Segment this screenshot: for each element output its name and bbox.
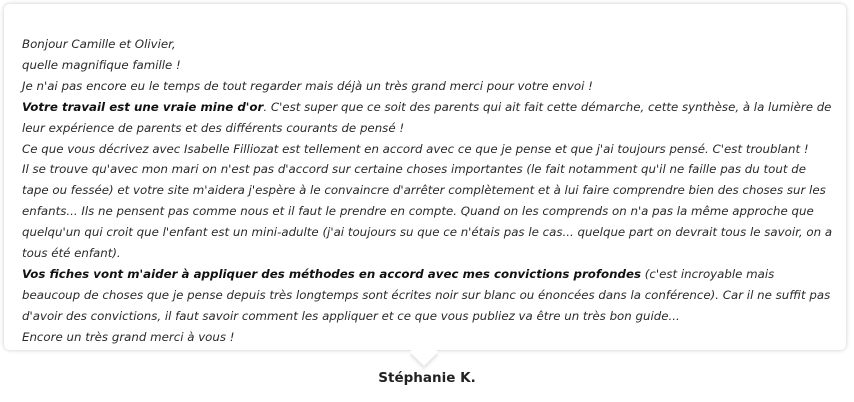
testimonial-paragraph	[22, 97, 834, 139]
testimonial-paragraph: Il se trouve qu'avec mon mari on n'est pas d'accord sur certaine choses importantes (le fait notamment qu'il ne faille pas du tout de tape ou fessée) et votre site m'aidera j'espère à le convaincre d'arrêter complètement et à lui faire comprendre bien des choses sur les enfants... Ils ne pensent pas comme nous et il faut le prendre en compte. Quand on les comprends on n'a pas la même approche que quelqu'un qui croit que l'enfant est un mini-adulte (j'ai toujours su que ce n'étais pas le cas... quelque part on devrait tous le savoir, on a tous été enfant).	[22, 162, 833, 261]
highlight-text: Votre travail est une vraie mine d'or	[22, 99, 264, 114]
testimonial-paragraph: Ce que vous décrivez avec Isabelle Filliozat est tellement en accord avec ce que je pense et que j'ai toujours pensé. C'est troublant !	[22, 141, 809, 156]
paragraph-text: . C'est super que ce soit des parents qui ait fait cette démarche, cette synthèse, à la lumière de leur expérience de parents et des différents courants de pensé !	[22, 99, 832, 135]
testimonial-paragraph	[22, 264, 834, 327]
highlight-text: Vos fiches vont m'aider à appliquer des méthodes en accord avec mes convictions profondes	[22, 266, 641, 281]
author-name: Stéphanie K.	[378, 370, 476, 386]
testimonial-line: quelle magnifique famille !	[22, 57, 181, 72]
paragraph-text: (c'est incroyable mais beaucoup de choses que je pense depuis très longtemps sont écrites noir sur blanc ou énoncées dans la conférence). Car il ne suffit pas d'avoir des convictions, il faut savoir comment les appliquer et ce que vous publiez va être un très bon guide...	[22, 266, 831, 323]
closing-line: Encore un très grand merci à vous !	[22, 329, 235, 344]
testimonial-line: Je n'ai pas encore eu le temps de tout regarder mais déjà un très grand merci pour votre envoi !	[22, 78, 593, 93]
testimonial-text	[22, 34, 834, 348]
greeting: Bonjour Camille et Olivier,	[22, 37, 176, 51]
testimonial-card	[4, 4, 846, 350]
